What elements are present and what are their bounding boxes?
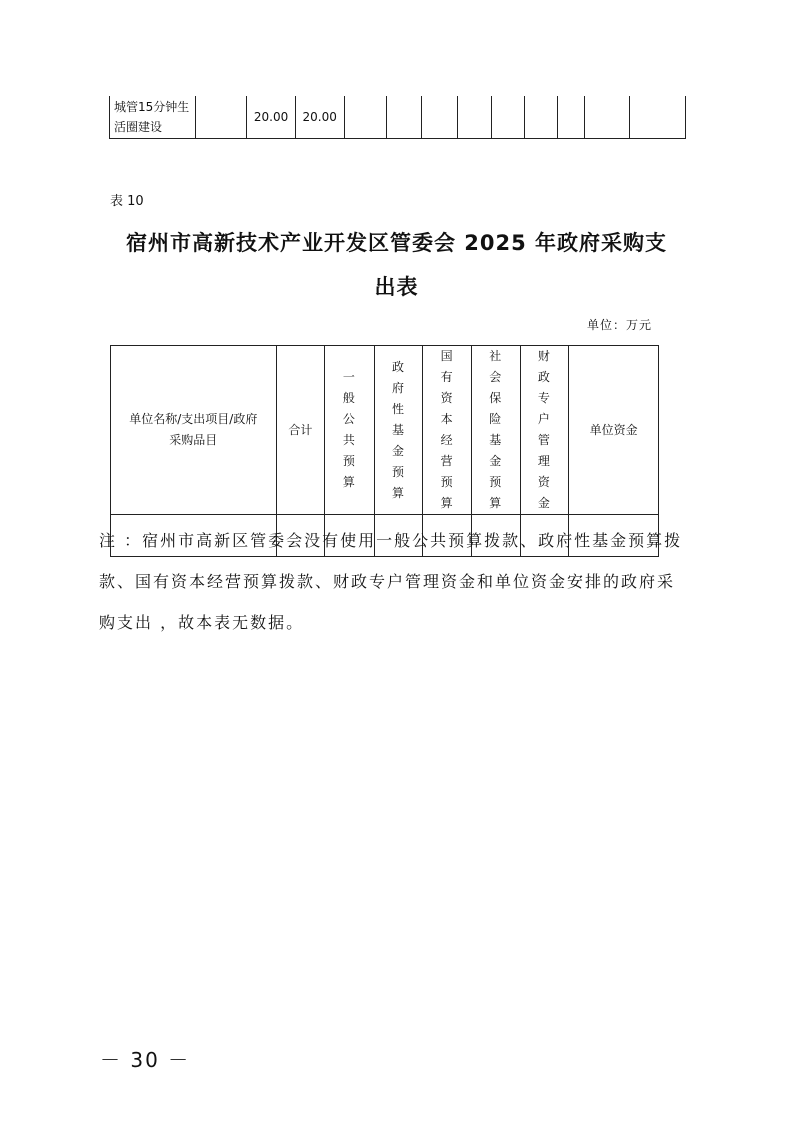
header-text: 一般公共预算 <box>342 370 356 489</box>
column-header <box>276 346 324 515</box>
header-text: 财政专户管理资金 <box>537 349 551 510</box>
table-label: 表 10 <box>110 194 144 209</box>
value-cell: 20.00 <box>295 96 344 138</box>
column-header <box>423 346 472 515</box>
empty-cell <box>558 96 584 138</box>
column-header <box>569 346 659 515</box>
project-name-cell: 城管15分钟生活圈建设 <box>110 96 196 138</box>
header-text: 国有资本经营预算 <box>440 349 454 510</box>
column-header <box>520 346 569 515</box>
empty-cell <box>492 96 525 138</box>
header-text: 政府性基金预算 <box>391 359 405 500</box>
page-title: 宿州市高新技术产业开发区管委会 2025 年政府采购支 <box>125 231 668 255</box>
empty-cell <box>458 96 492 138</box>
note-paragraph: 注 ：宿州市高新区管委会没有使用一般公共预算拨款、政府性基金预算拨款、国有资本经营预算拨款、财政专户管理资金和单位资金安排的政府采购支出 ，故本表无数据。 <box>99 531 683 632</box>
header-text: 合计 <box>288 422 313 437</box>
empty-cell <box>344 96 386 138</box>
empty-cell <box>422 96 458 138</box>
unit-label: 单位：万元 <box>586 318 652 332</box>
value-cell: 20.00 <box>247 96 295 138</box>
header-text: 单位名称/支出项目/政府采购品目 <box>129 412 258 447</box>
column-header <box>471 346 520 515</box>
column-header <box>374 346 423 515</box>
empty-cell <box>629 96 685 138</box>
header-text: 单位资金 <box>589 422 638 437</box>
empty-cell <box>196 96 247 138</box>
empty-cell <box>386 96 421 138</box>
header-text: 社会保险基金预算 <box>489 349 503 510</box>
page-number: － 30 － <box>100 1048 191 1072</box>
column-header <box>111 346 277 515</box>
table-row <box>110 96 686 138</box>
column-header <box>325 346 375 515</box>
table-header-row <box>111 346 659 515</box>
empty-cell <box>584 96 629 138</box>
page-title-continued: 出表 <box>374 275 419 299</box>
empty-cell <box>525 96 558 138</box>
continued-table <box>109 96 686 139</box>
